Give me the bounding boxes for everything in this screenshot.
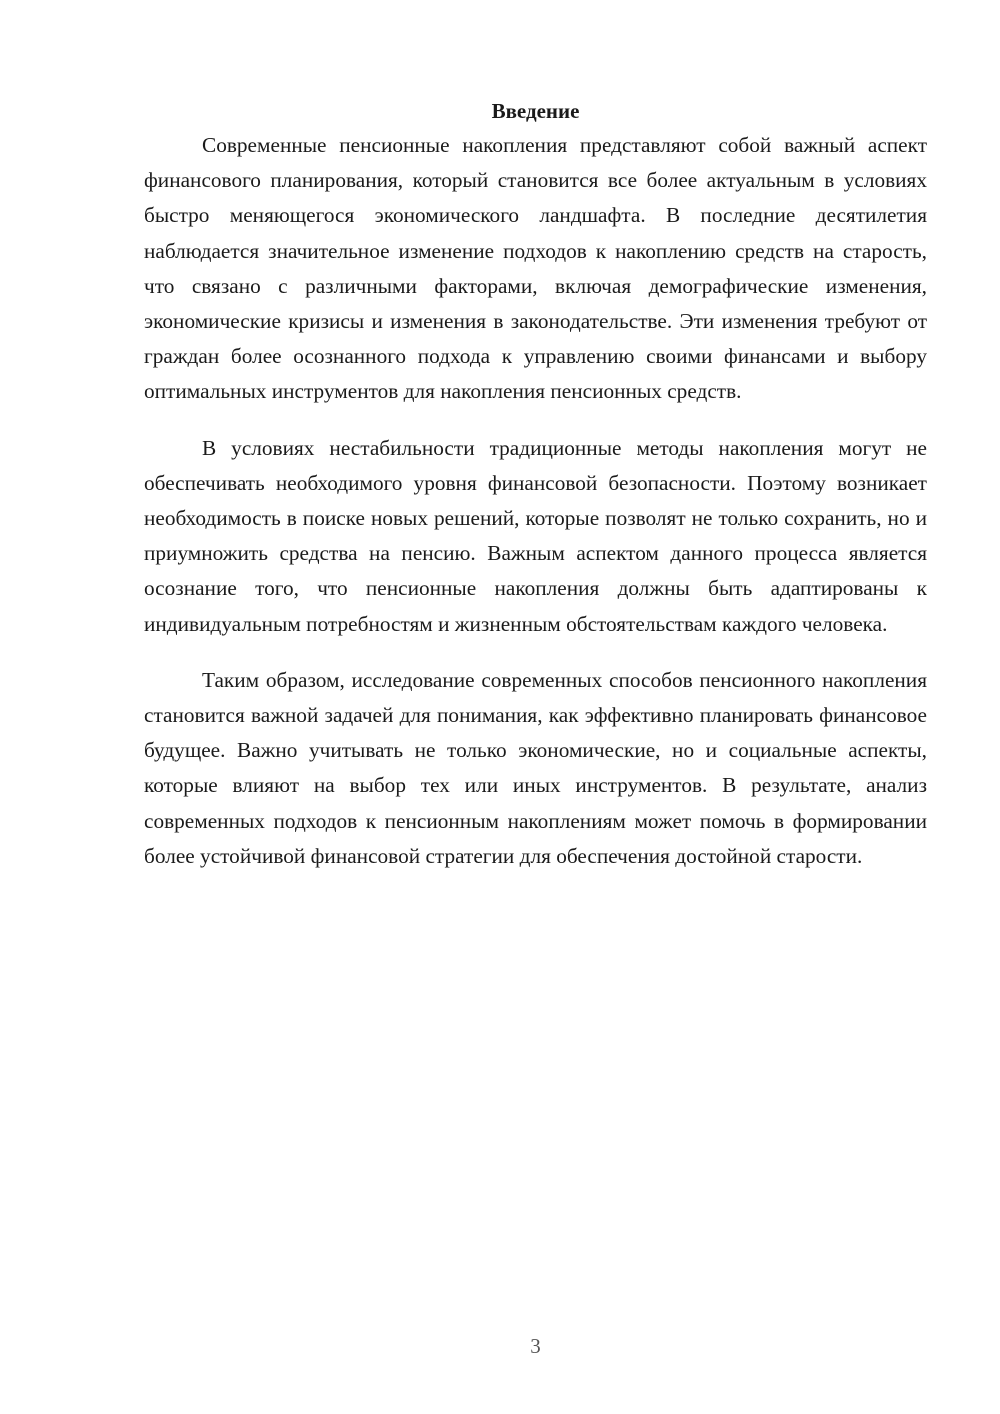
paragraph-3: Таким образом, исследование современных способов пенсионного накопления становится важной задачей для понимания, как эффективно планировать финансовое будущее. Важно учитывать не только экономические, но и социальные аспекты, которые влияют на выбор тех или иных инструментов. В результате, анализ современных подходов к пенсионным накоплениям может помочь в формировании более устойчивой финансовой стратегии для обеспечения достойной старости. bbox=[144, 667, 927, 868]
page-title: Введение bbox=[491, 99, 580, 123]
paragraph-2: В условиях нестабильности традиционные методы накопления могут не обеспечивать необходимого уровня финансовой безопасности. Поэтому возникает необходимость в поиске новых решений, которые позволят не только сохранить, но и приумножить средства на пенсию. Важным аспектом данного процесса является осознание того, что пенсионные накопления должны быть адаптированы к индивидуальным потребностям и жизненным обстоятельствам каждого человека. bbox=[144, 435, 927, 636]
page-content bbox=[144, 96, 927, 895]
page-number: 3 bbox=[530, 1334, 541, 1358]
paragraph-1: Современные пенсионные накопления представляют собой важный аспект финансового планирования, который становится все более актуальным в условиях быстро меняющегося экономического ландшафта. В последние десятилетия наблюдается значительное изменение подходов к накоплению средств на старость, что связано с различными факторами, включая демографические изменения, экономические кризисы и изменения в законодательстве. Эти изменения требуют от граждан более осознанного подхода к управлению своими финансами и выбору оптимальных инструментов для накопления пенсионных средств. bbox=[144, 133, 927, 404]
